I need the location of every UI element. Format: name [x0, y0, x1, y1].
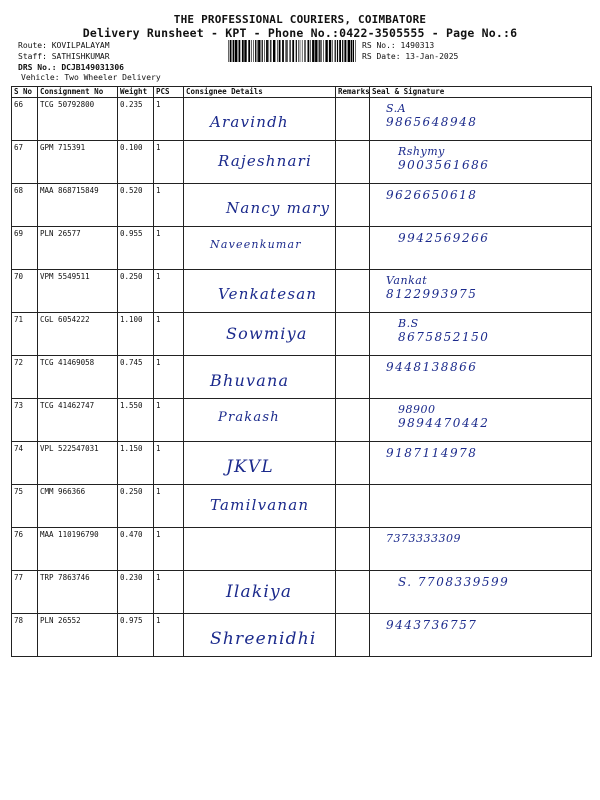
row-sno: 69 — [12, 227, 38, 270]
row-consignment-no: VPL 522547031 — [38, 442, 118, 485]
table-row — [12, 141, 592, 184]
row-remarks — [336, 141, 370, 184]
row-remarks — [336, 399, 370, 442]
row-sno: 72 — [12, 356, 38, 399]
signature-handwriting — [372, 100, 589, 129]
signature-handwriting — [372, 616, 589, 632]
col-pcs-header: PCS — [154, 87, 184, 98]
signature-handwriting — [372, 272, 589, 301]
table-row — [12, 270, 592, 313]
row-pcs: 1 — [154, 270, 184, 313]
col-sno-header: S No — [12, 87, 38, 98]
consignee-handwriting: Shreenidhi — [210, 629, 317, 649]
signature-text: 7373333309 — [386, 532, 461, 545]
drs-label: DRS No.: DCJB149031306 — [18, 63, 124, 72]
row-sno: 75 — [12, 485, 38, 528]
rs-number: RS No.: 1490313 — [362, 41, 435, 50]
row-consignee — [184, 442, 336, 485]
row-weight: 0.745 — [118, 356, 154, 399]
consignee-handwriting: Ilakiya — [226, 582, 293, 602]
row-remarks — [336, 227, 370, 270]
table-row — [12, 313, 592, 356]
row-pcs: 1 — [154, 399, 184, 442]
rs-date: RS Date: 13-Jan-2025 — [362, 52, 459, 61]
table-row — [12, 442, 592, 485]
row-seal-signature — [370, 270, 592, 313]
table-row — [12, 571, 592, 614]
row-consignment-no: MAA 110196790 — [38, 528, 118, 571]
row-sno: 71 — [12, 313, 38, 356]
row-pcs: 1 — [154, 528, 184, 571]
col-consignee-header: Consignee Details — [184, 87, 336, 98]
phone-handwriting: 9626650618 — [386, 188, 478, 202]
row-pcs: 1 — [154, 356, 184, 399]
consignee-handwriting: Naveenkumar — [210, 238, 302, 251]
row-seal-signature — [370, 399, 592, 442]
row-consignment-no: TCG 41469058 — [38, 356, 118, 399]
phone-handwriting: S. 7708339599 — [398, 575, 510, 589]
table-row — [12, 184, 592, 227]
row-consignee — [184, 614, 336, 657]
signature-text: Vankat — [386, 274, 428, 287]
row-sno: 74 — [12, 442, 38, 485]
signature-text: B.S — [398, 317, 419, 330]
row-consignment-no: MAA 868715849 — [38, 184, 118, 227]
consignee-handwriting: Prakash — [218, 410, 280, 425]
route-label: Route: KOVILPALAYAM — [18, 41, 110, 50]
row-sno: 66 — [12, 98, 38, 141]
row-weight: 0.250 — [118, 270, 154, 313]
table-header-row — [12, 87, 592, 98]
row-seal-signature — [370, 528, 592, 571]
col-consignment-header: Consignment No — [38, 87, 118, 98]
signature-text: S.A — [386, 102, 407, 115]
table-row — [12, 528, 592, 571]
row-consignment-no: TRP 7863746 — [38, 571, 118, 614]
row-remarks — [336, 528, 370, 571]
table-row — [12, 227, 592, 270]
signature-handwriting — [372, 444, 589, 460]
row-remarks — [336, 485, 370, 528]
row-weight: 1.550 — [118, 399, 154, 442]
row-remarks — [336, 571, 370, 614]
consignee-handwriting: JKVL — [226, 457, 274, 477]
phone-handwriting: 8675852150 — [398, 330, 490, 344]
row-sno: 77 — [12, 571, 38, 614]
consignee-handwriting: Bhuvana — [210, 371, 290, 390]
row-consignment-no: VPM 5549511 — [38, 270, 118, 313]
phone-handwriting: 9448138866 — [386, 360, 478, 374]
row-weight: 0.230 — [118, 571, 154, 614]
row-weight: 0.235 — [118, 98, 154, 141]
phone-handwriting: 8122993975 — [386, 287, 478, 301]
row-seal-signature — [370, 485, 592, 528]
row-consignment-no: CGL 6054222 — [38, 313, 118, 356]
row-consignment-no: GPM 715391 — [38, 141, 118, 184]
row-remarks — [336, 184, 370, 227]
phone-handwriting: 9894470442 — [398, 416, 490, 430]
row-sno: 70 — [12, 270, 38, 313]
row-seal-signature — [370, 227, 592, 270]
staff-label: Staff: SATHISHKUMAR — [18, 52, 110, 61]
row-weight: 1.150 — [118, 442, 154, 485]
row-sno: 67 — [12, 141, 38, 184]
signature-handwriting — [372, 530, 589, 545]
row-pcs: 1 — [154, 614, 184, 657]
row-sno: 76 — [12, 528, 38, 571]
row-sno: 68 — [12, 184, 38, 227]
table-row — [12, 614, 592, 657]
consignee-handwriting: Sowmiya — [226, 324, 308, 343]
signature-handwriting — [372, 143, 589, 172]
row-remarks — [336, 270, 370, 313]
row-weight: 0.470 — [118, 528, 154, 571]
phone-handwriting: 9187114978 — [386, 446, 478, 460]
barcode-image — [228, 40, 358, 62]
row-seal-signature — [370, 184, 592, 227]
row-consignee — [184, 98, 336, 141]
row-pcs: 1 — [154, 485, 184, 528]
table-row — [12, 399, 592, 442]
row-pcs: 1 — [154, 98, 184, 141]
row-consignment-no: TCG 41462747 — [38, 399, 118, 442]
row-consignee — [184, 141, 336, 184]
row-consignment-no: CMM 966366 — [38, 485, 118, 528]
row-weight: 0.955 — [118, 227, 154, 270]
row-weight: 0.250 — [118, 485, 154, 528]
row-sno: 78 — [12, 614, 38, 657]
col-weight-header: Weight — [118, 87, 154, 98]
row-consignee — [184, 528, 336, 571]
table-row — [12, 485, 592, 528]
row-seal-signature — [370, 442, 592, 485]
col-remarks-header: Remarks — [336, 87, 370, 98]
row-consignment-no: PLN 26552 — [38, 614, 118, 657]
row-remarks — [336, 614, 370, 657]
consignee-handwriting — [186, 530, 333, 543]
table-row — [12, 98, 592, 141]
signature-handwriting — [372, 229, 589, 245]
row-pcs: 1 — [154, 184, 184, 227]
row-consignee — [184, 227, 336, 270]
signature-text: Rshymy — [398, 145, 445, 158]
row-remarks — [336, 442, 370, 485]
phone-handwriting: 9865648948 — [386, 115, 478, 129]
signature-handwriting — [372, 358, 589, 374]
runsheet-table — [11, 86, 592, 657]
consignee-handwriting: Nancy mary — [226, 199, 331, 217]
signature-handwriting — [372, 186, 589, 202]
row-consignee — [184, 485, 336, 528]
row-pcs: 1 — [154, 227, 184, 270]
row-consignment-no: PLN 26577 — [38, 227, 118, 270]
row-weight: 1.100 — [118, 313, 154, 356]
row-consignment-no: TCG 50792800 — [38, 98, 118, 141]
row-seal-signature — [370, 356, 592, 399]
signature-handwriting — [372, 487, 589, 489]
signature-handwriting — [372, 401, 589, 430]
consignee-handwriting: Venkatesan — [218, 285, 318, 303]
vehicle-label: Vehicle: Two Wheeler Delivery — [21, 73, 161, 82]
signature-handwriting — [372, 315, 589, 344]
row-consignee — [184, 356, 336, 399]
row-remarks — [336, 313, 370, 356]
table-row — [12, 356, 592, 399]
row-pcs: 1 — [154, 571, 184, 614]
col-seal-header: Seal & Signature — [370, 87, 592, 98]
row-pcs: 1 — [154, 313, 184, 356]
row-weight: 0.100 — [118, 141, 154, 184]
phone-handwriting: 9942569266 — [398, 231, 490, 245]
signature-text: 98900 — [398, 403, 436, 416]
phone-handwriting: 9003561686 — [398, 158, 490, 172]
row-seal-signature — [370, 614, 592, 657]
row-weight: 0.975 — [118, 614, 154, 657]
row-weight: 0.520 — [118, 184, 154, 227]
row-pcs: 1 — [154, 141, 184, 184]
row-pcs: 1 — [154, 442, 184, 485]
row-consignee — [184, 184, 336, 227]
phone-handwriting: 9443736757 — [386, 618, 478, 632]
row-seal-signature — [370, 571, 592, 614]
row-sno: 73 — [12, 399, 38, 442]
signature-handwriting — [372, 573, 589, 589]
company-title: THE PROFESSIONAL COURIERS, COIMBATORE — [173, 13, 427, 26]
row-seal-signature — [370, 141, 592, 184]
row-remarks — [336, 98, 370, 141]
row-consignee — [184, 270, 336, 313]
runsheet-title: Delivery Runsheet - KPT - Phone No.:0422-3505555 - Page No.:6 — [82, 26, 518, 40]
consignee-handwriting: Rajeshnari — [218, 152, 313, 170]
consignee-handwriting: Aravindh — [210, 113, 289, 131]
row-seal-signature — [370, 313, 592, 356]
row-consignee — [184, 571, 336, 614]
row-remarks — [336, 356, 370, 399]
row-consignee — [184, 399, 336, 442]
row-seal-signature — [370, 98, 592, 141]
row-consignee — [184, 313, 336, 356]
consignee-handwriting: Tamilvanan — [210, 496, 310, 514]
